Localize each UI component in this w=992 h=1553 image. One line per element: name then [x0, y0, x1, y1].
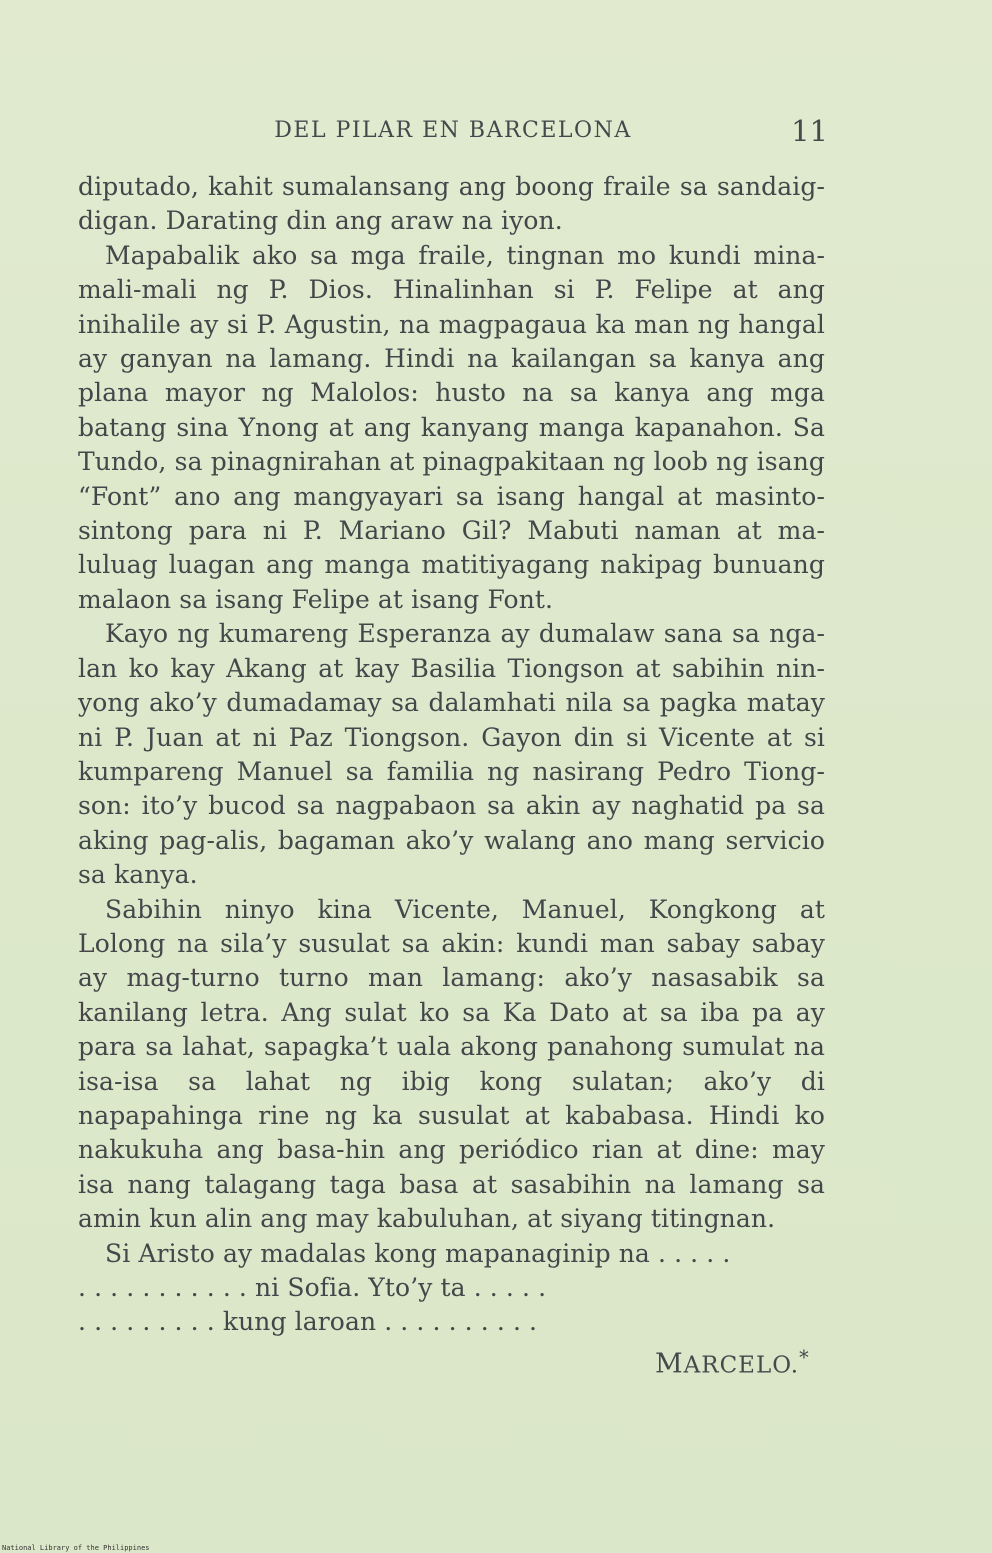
- dotted-line: [78, 1237, 825, 1271]
- footer-credit: National Library of the Philippines: [2, 1544, 150, 1552]
- running-head: [78, 114, 828, 150]
- paragraph: Sabihin ninyo kina Vicente, Manuel, Kongkong at Lolong na sila’y susulat sa akin: kundi man sabay sabay ay mag-turno turno man lamang: ako’y nasasabik sa kanilang letra. Ang sulat ko sa Ka Dato at sa iba pa ay para sa lahat, sapagka’t uala akong panahong sumulat na isa-isa sa lahat ng ibig kong sulatan; ako’y di napapahinga rine ng ka susulat at kababasa. Hindi ko nakukuha ang basa-hin ang periódico rian at dine: may isa nang talagang taga basa at sasabihin na lamang sa amin kun alin ang may kabuluhan, at siyang titingnan.: [78, 894, 825, 1234]
- dotted-line-text: Si Aristo ay madalas kong mapanaginip na: [105, 1238, 650, 1268]
- paragraph: Kayo ng kumareng Esperanza ay dumalaw sana sa nga-lan ko kay Akang at kay Basilia Tiongson at sabihin nin-yong ako’y dumadamay sa dalamhati nila sa pagka matay ni P. Juan at ni Paz Tiongson. Gayon din si Vicente at si kumpareng Manuel sa familia ng nasirang Pedro Tiong-son: ito’y bucod sa nagpabaon sa akin ay naghatid pa sa aking pag-alis, bagaman ako’y walang ano mang servicio sa kanya.: [78, 619, 825, 890]
- dotted-line-dots: . . . . . . . . . . .: [78, 1273, 256, 1302]
- signature: [655, 1346, 810, 1380]
- signature-name: ARCELO.: [683, 1352, 800, 1379]
- footnote-mark: *: [799, 1346, 810, 1369]
- paragraph: diputado, kahit sumalansang ang boong fraile sa sandaig-digan. Darating din ang araw na iyon.: [78, 172, 825, 236]
- dotted-line-dots: . . . . .: [465, 1273, 547, 1302]
- body-text: [78, 170, 825, 1340]
- dotted-line: [78, 1305, 825, 1339]
- dotted-line-dots: . . . . . . . . .: [78, 1307, 223, 1337]
- dotted-line-dots: . . . . . . . . . .: [376, 1307, 538, 1337]
- dotted-line: [78, 1271, 825, 1305]
- dotted-line-text: kung laroan: [222, 1307, 377, 1337]
- page-number: 11: [791, 114, 828, 148]
- paragraph: Mapabalik ako sa mga fraile, tingnan mo kundi mina-mali-mali ng P. Dios. Hinalinhan si P. Felipe at ang inihalile ay si P. Agustin, na magpagaua ka man ng hangal ay ganyan na lamang. Hindi na kailangan sa kanya ang plana mayor ng Malolos: husto na sa kanya ang mga batang sina Ynong at ang kanyang manga kapanahon. Sa Tundo, sa pinagnirahan at pinagpakitaan ng loob ng isang “Font” ano ang mangyayari sa isang hangal at masinto-sintong para ni P. Mariano Gil? Mabuti naman at ma-luluag luagan ang manga matitiyagang nakipag bunuang malaon sa isang Felipe at isang Font.: [78, 240, 825, 614]
- signature-initial: M: [655, 1348, 684, 1380]
- running-title: DEL PILAR EN BARCELONA: [274, 118, 632, 143]
- dotted-line-dots: . . . . .: [649, 1238, 731, 1268]
- dotted-line-text: ni Sofia. Yto’y ta: [255, 1273, 466, 1302]
